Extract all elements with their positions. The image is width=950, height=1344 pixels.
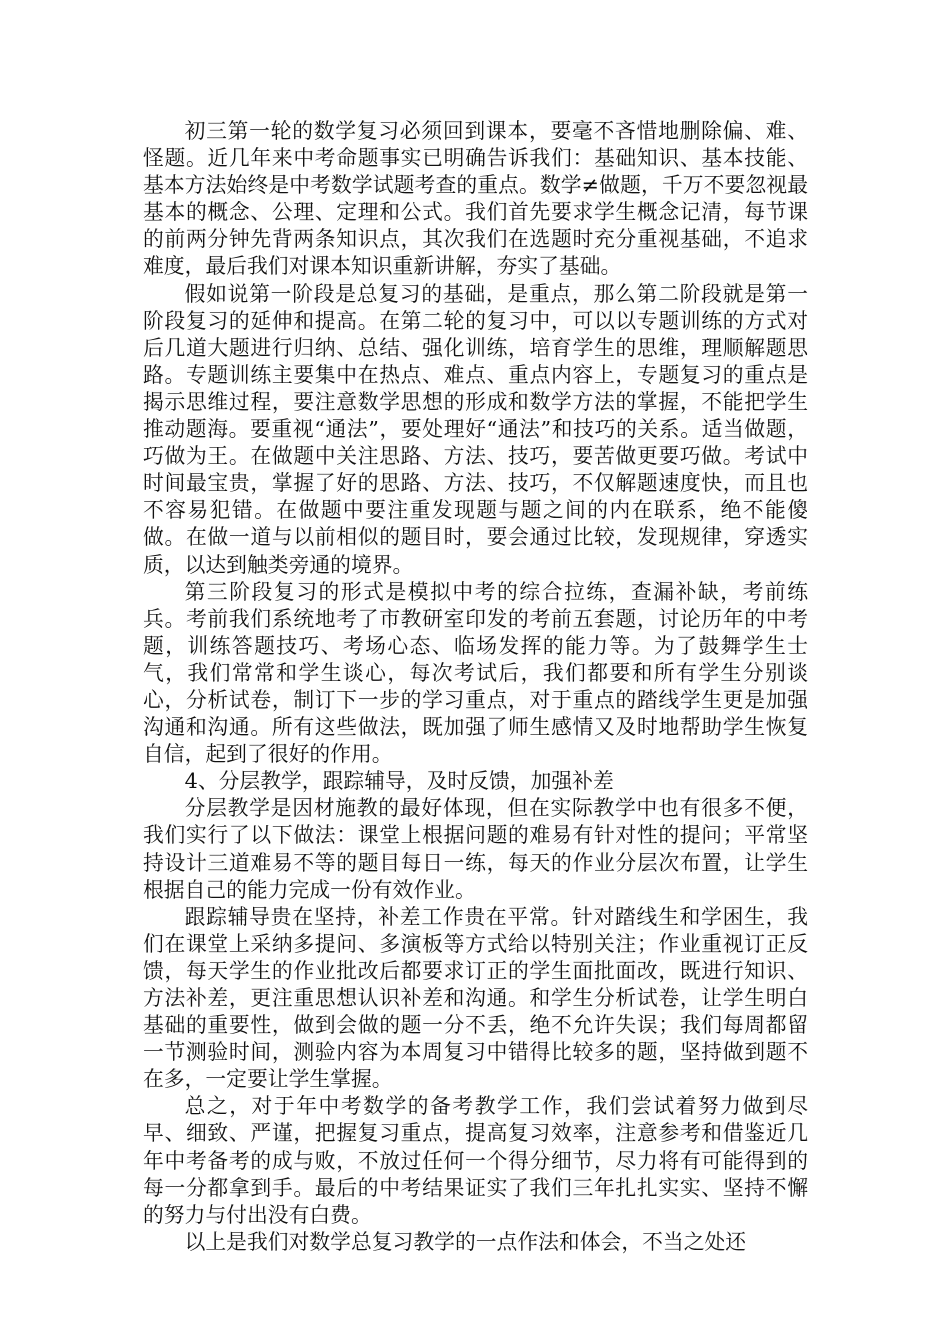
paragraph-first-round-review: 初三第一轮的数学复习必须回到课本，要毫不吝惜地删除偏、难、怪题。近几年来中考命题事实已明确告诉我们：基础知识、基本技能、基本方法始终是中考数学试题考查的重点。数学≠做题，千万不要忽视最基本的概念、公理、定理和公式。我们首先要求学生概念记清，每节课的前两分钟先背两条知识点，其次我们在选题时充分重视基础，不追求难度，最后我们对课本知识重新讲解，夯实了基础。 xyxy=(143,119,808,279)
paragraph-second-stage: 假如说第一阶段是总复习的基础，是重点，那么第二阶段就是第一阶段复习的延伸和提高。在第二轮的复习中，可以以专题训练的方式对后几道大题进行归纳、总结、强化训练，培育学生的思维，理顺解题思路。专题训练主要集中在热点、难点、重点内容上，专题复习的重点是揭示思维过程，要注意数学思想的形成和数学方法的掌握，不能把学生推动题海。要重视“通法”，要处理好“通法”和技巧的关系。适当做题，巧做为王。在做题中关注思路、方法、技巧，要苦做更要巧做。考试中时间最宝贵，掌握了好的思路、方法、技巧，不仅解题速度快，而且也不容易犯错。在做题中要注重发现题与题之间的内在联系，绝不能傻做。在做一道与以前相似的题目时，要会通过比较，发现规律，穿透实质，以达到触类旁通的境界。 xyxy=(143,281,808,577)
document-body xyxy=(143,118,808,1256)
section-heading-layered-teaching: 4、分层教学，跟踪辅导，及时反馈，加强补差 xyxy=(184,769,614,794)
paragraph-third-stage: 第三阶段复习的形式是模拟中考的综合拉练，查漏补缺，考前练兵。考前我们系统地考了市教研室印发的考前五套题，讨论历年的中考题，训练答题技巧、考场心态、临场发挥的能力等。为了鼓舞学生士气，我们常常和学生谈心，每次考试后，我们都要和所有学生分别谈心，分析试卷，制订下一步的学习重点，对于重点的踏线学生更是加强沟通和沟通。所有这些做法，既加强了师生感情又及时地帮助学生恢复自信，起到了很好的作用。 xyxy=(143,579,808,767)
paragraph-layered-teaching: 分层教学是因材施教的最好体现，但在实际教学中也有很多不便，我们实行了以下做法：课堂上根据问题的难易有针对性的提问；平常坚持设计三道难易不等的题目每日一练，每天的作业分层次布置，让学生根据自己的能力完成一份有效作业。 xyxy=(143,796,808,902)
paragraph-summary: 总之，对于年中考数学的备考教学工作，我们尝试着努力做到尽早、细致、严谨，把握复习重点，提高复习效率，注意参考和借鉴近几年中考备考的成与败，不放过任何一个得分细节，尽力将有可能得到的每一分都拿到手。最后的中考结果证实了我们三年扎扎实实、坚持不懈的努力与付出没有白费。 xyxy=(143,1094,808,1227)
paragraph-tracking-tutoring: 跟踪辅导贵在坚持，补差工作贵在平常。针对踏线生和学困生，我们在课堂上采纳多提问、多演板等方式给以特别关注；作业重视订正反馈，每天学生的作业批改后都要求订正的学生面批面改，既进行知识、方法补差，更注重思想认识补差和沟通。和学生分析试卷，让学生明白基础的重要性，做到会做的题一分不丢，绝不允许失误；我们每周都留一节测验时间，测验内容为本周复习中错得比较多的题，坚持做到题不在多，一定要让学生掌握。 xyxy=(143,904,808,1092)
paragraph-closing: 以上是我们对数学总复习教学的一点作法和体会，不当之处还 xyxy=(184,1229,747,1254)
